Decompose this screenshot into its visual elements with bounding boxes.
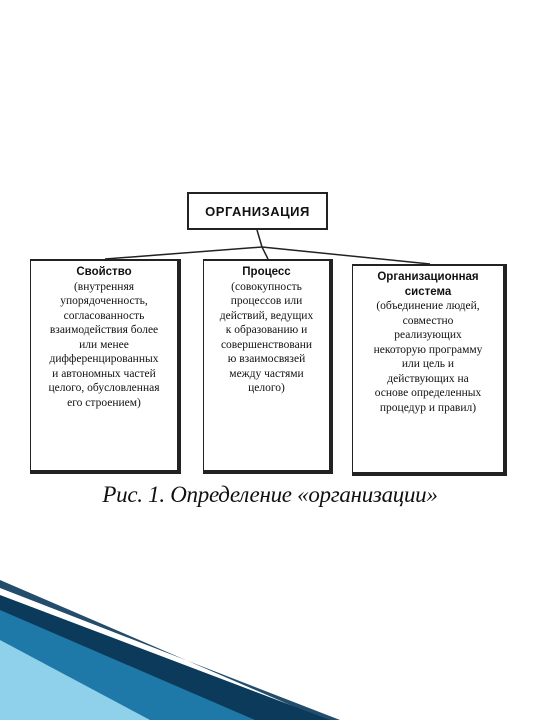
node-process-title: Процесс	[242, 266, 291, 278]
node-property-title: Свойство	[76, 266, 132, 278]
node-property-text: (внутренняя упорядоченность, согласованность взаимодействия более или менее дифференцированных и автономных частей целого, обусловленная его строением)	[48, 280, 160, 409]
figure-caption: Рис. 1. Определение «организации»	[102, 482, 438, 507]
root-node-label: ОРГАНИЗАЦИЯ	[205, 203, 310, 219]
node-system-title: Организационная система	[377, 271, 479, 298]
node-process-text: (совокупность процессов или действий, ведущих к образованию и совершенствовани ю взаимосвязей между частями целого)	[219, 280, 314, 394]
node-system-text: (объединение людей, совместно реализующих некоторую программу или цель и действующих на основе определенных процедур и правил)	[373, 300, 483, 414]
